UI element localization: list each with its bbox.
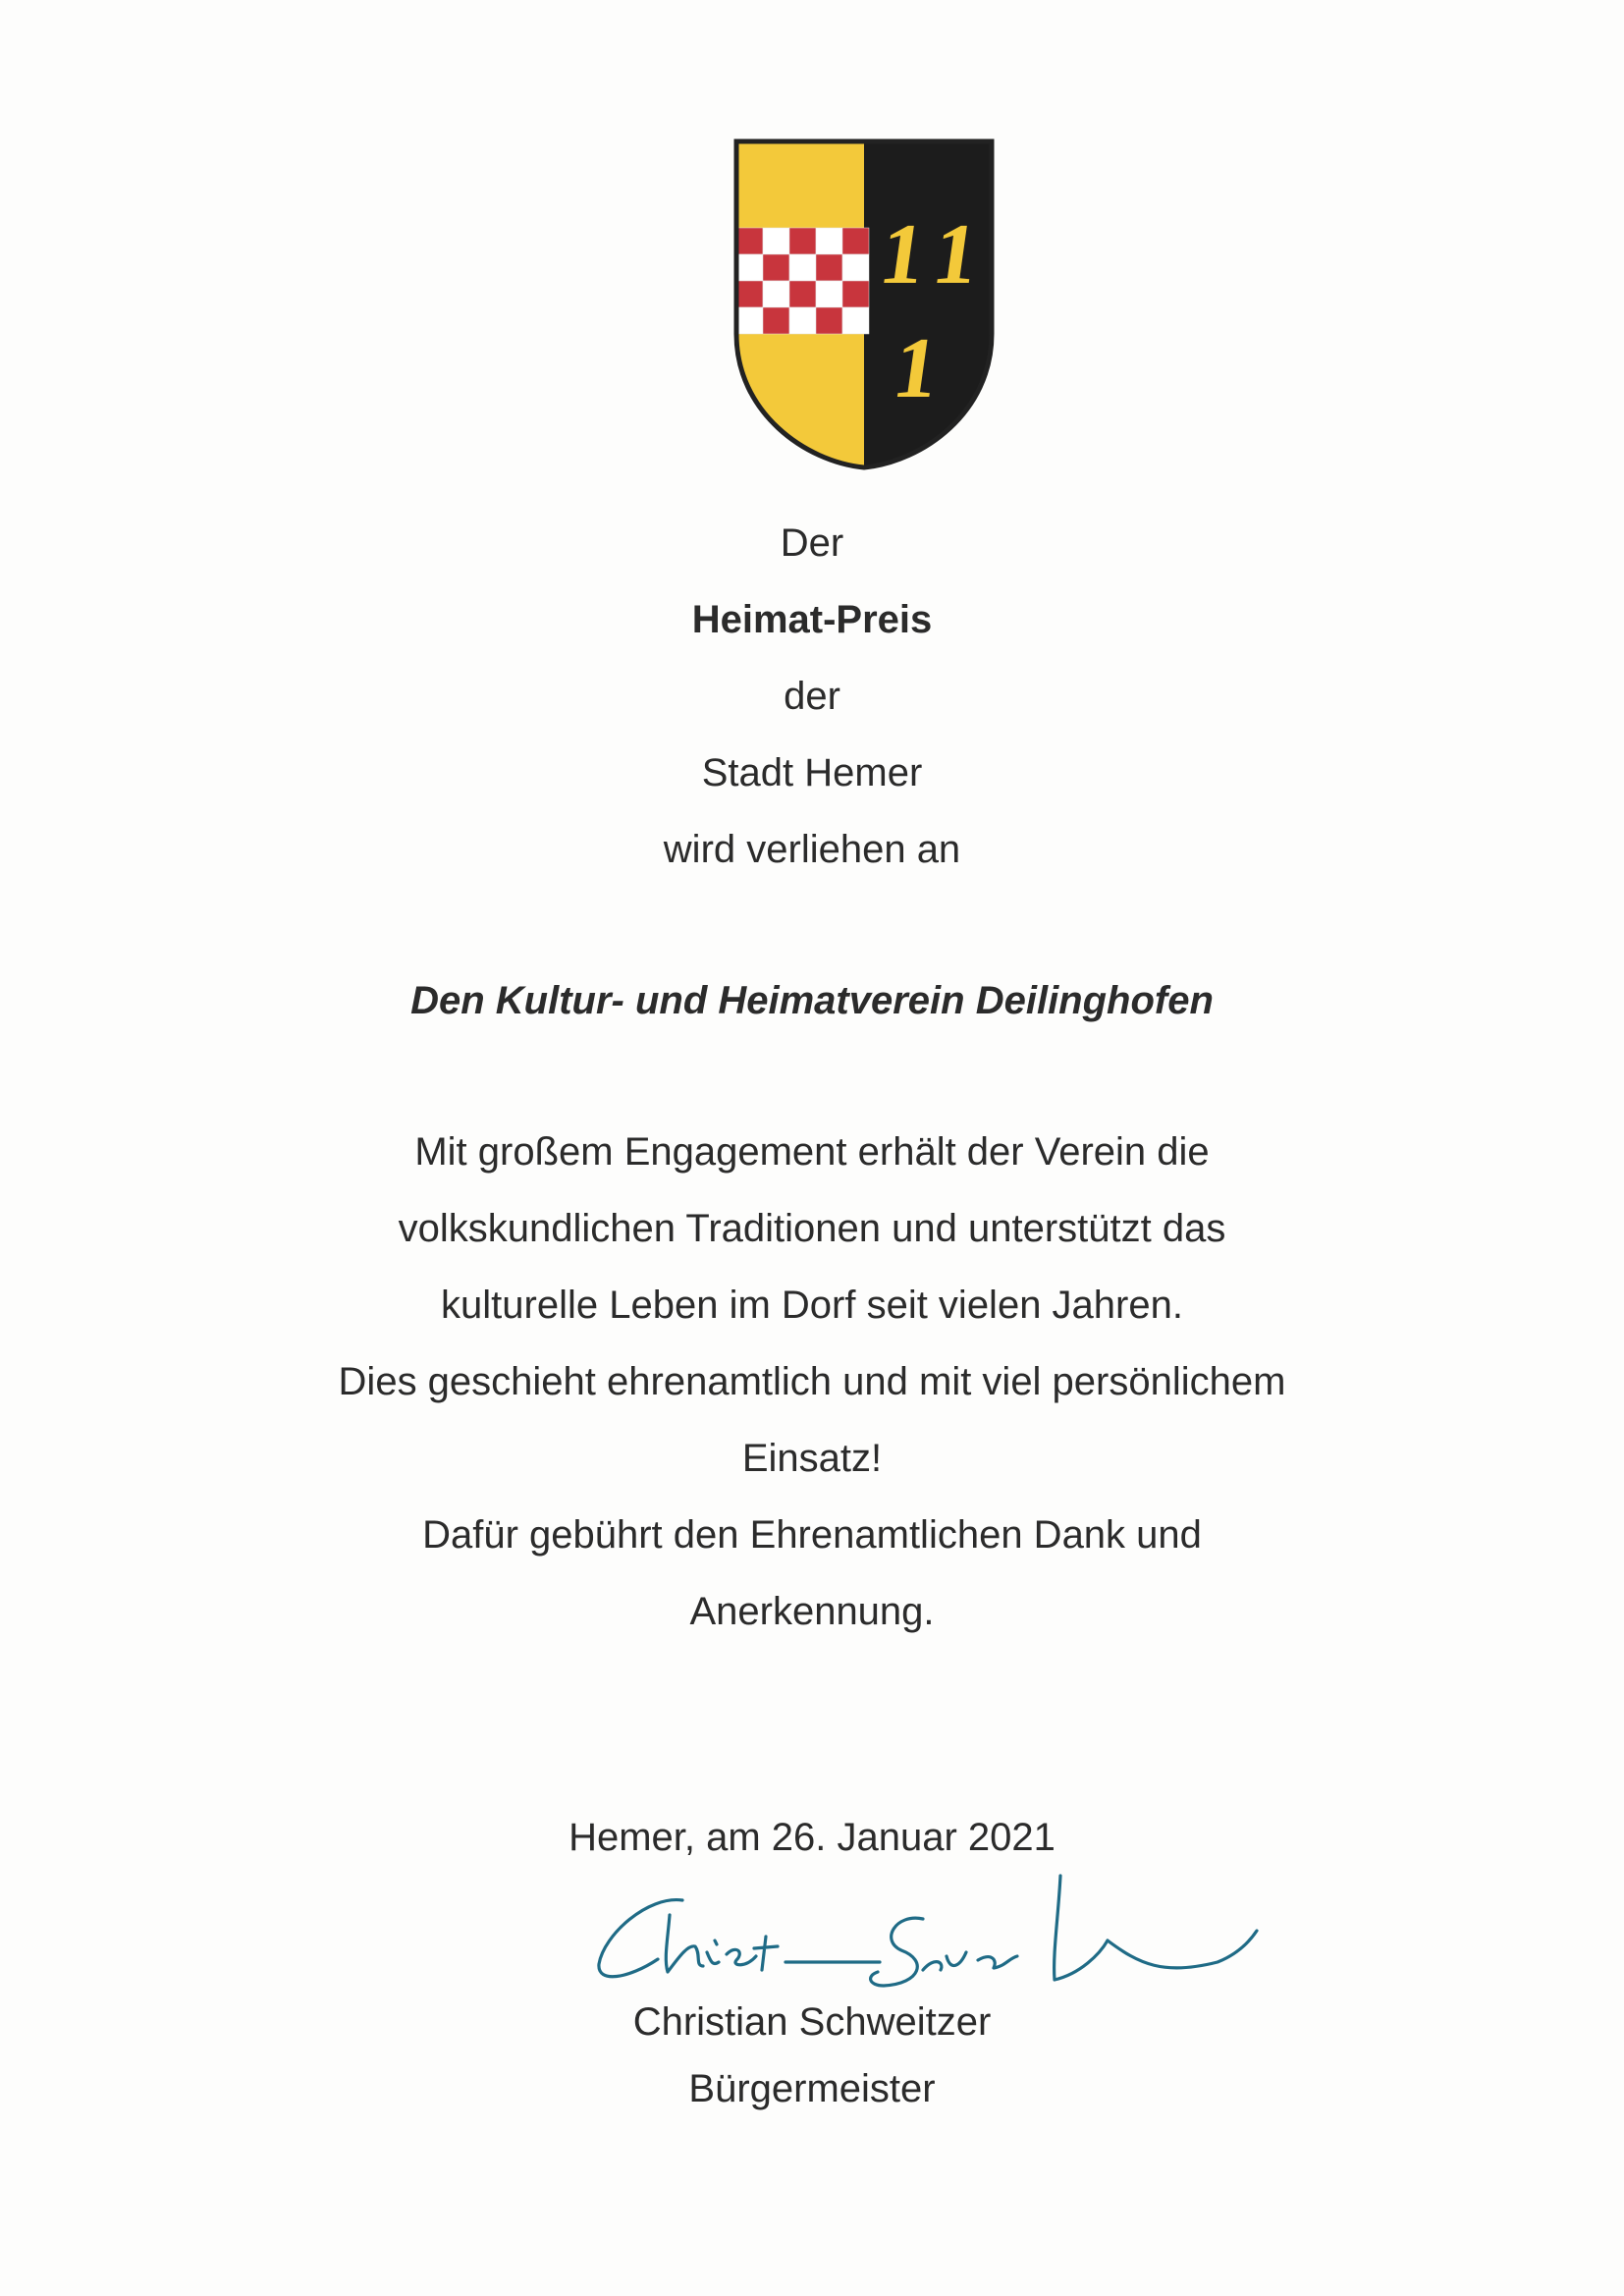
handwritten-signature [589,1846,1276,2013]
checker-square [789,254,816,281]
checker-square [816,281,842,307]
checker-square [736,281,763,307]
body-line: Anerkennung. [689,1590,935,1633]
checkered-band [736,228,869,334]
crest-digit: 1 [927,206,985,302]
place-date: Hemer, am 26. Januar 2021 [568,1816,1056,1859]
body-line: Mit großem Engagement erhält der Verein die [414,1130,1210,1174]
award-title: Heimat-Preis [691,598,933,641]
body-line: kulturelle Leben im Dorf seit vielen Jahren. [441,1284,1183,1327]
checker-square [736,228,763,254]
body-line: Einsatz! [741,1437,883,1480]
awarded-to-text: wird verliehen an [663,828,961,871]
checker-square [763,281,789,307]
checker-square [763,228,789,254]
intro-text: Der [780,521,844,565]
checker-square [816,307,842,334]
checker-square [816,228,842,254]
signatory-name: Christian Schweitzer [632,2000,992,2044]
city-name: Stadt Hemer [701,751,923,794]
checker-square [736,307,763,334]
checker-square [789,307,816,334]
recipient-name: Den Kultur- und Heimatverein Deilinghofen [410,979,1214,1022]
crest-digit: 1 [874,206,932,302]
signatory-title: Bürgermeister [688,2067,936,2110]
body-line: volkskundlichen Traditionen und unterstützt das [398,1207,1226,1250]
of-text: der [784,675,840,718]
body-line: Dies geschieht ehrenamtlich und mit viel persönlichem [338,1360,1286,1403]
checker-square [842,307,869,334]
checker-square [842,228,869,254]
body-line: Dafür gebührt den Ehrenamtlichen Dank und [422,1513,1202,1557]
checker-square [763,307,789,334]
checker-square [842,281,869,307]
checker-square [789,281,816,307]
checker-square [763,254,789,281]
crest-digit: 1 [888,320,945,416]
coat-of-arms-logo [731,137,998,471]
checker-square [789,228,816,254]
checker-square [736,254,763,281]
checker-square [816,254,842,281]
checker-square [842,254,869,281]
coat-of-arms-svg [731,137,998,471]
